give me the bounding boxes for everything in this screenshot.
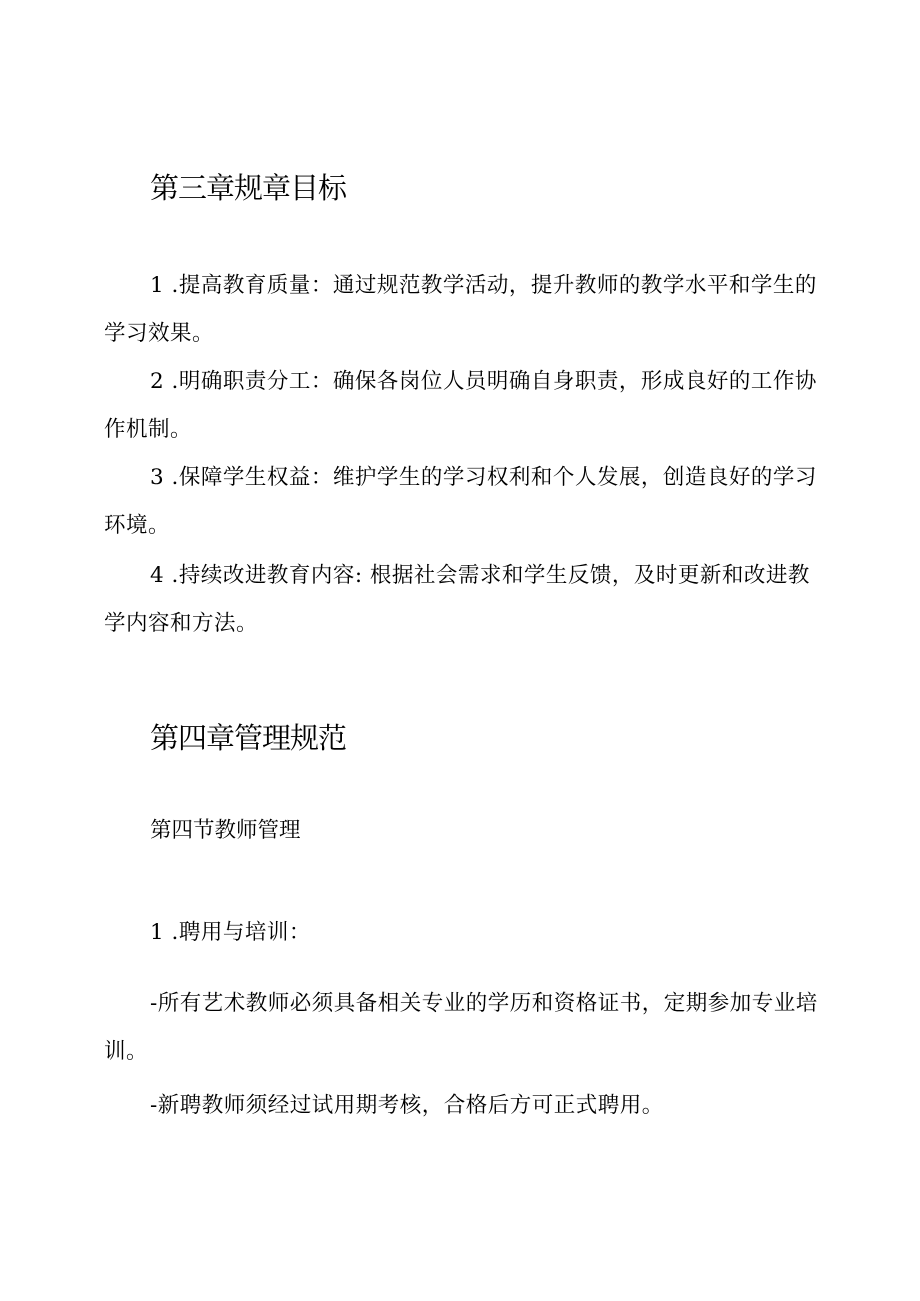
chapter-3-item-4: 4 .持续改进教育内容: 根据社会需求和学生反馈，及时更新和改进教学内容和方法。 [104, 563, 810, 636]
item-1-heading: 1 .聘用与培训： [150, 920, 311, 945]
chapter-4-title: 第四章管理规范 [150, 721, 347, 755]
bullet-1: -所有艺术教师必须具备相关专业的学历和资格证书，定期参加专业培训。 [104, 991, 818, 1064]
chapter-3-item-3: 3 .保障学生权益：维护学生的学习权利和个人发展，创造良好的学习环境。 [104, 465, 817, 538]
chapter-3-title: 第三章规章目标 [150, 171, 347, 205]
bullet-2: -新聘教师须经过试用期考核，合格后方可正式聘用。 [150, 1093, 664, 1118]
section-4-title: 第四节教师管理 [150, 818, 301, 843]
chapter-3-item-1: 1 .提高教育质量：通过规范教学活动，提升教师的教学水平和学生的学习效果。 [104, 273, 817, 346]
chapter-3-item-2: 2 .明确职责分工：确保各岗位人员明确自身职责，形成良好的工作协作机制。 [104, 369, 817, 442]
